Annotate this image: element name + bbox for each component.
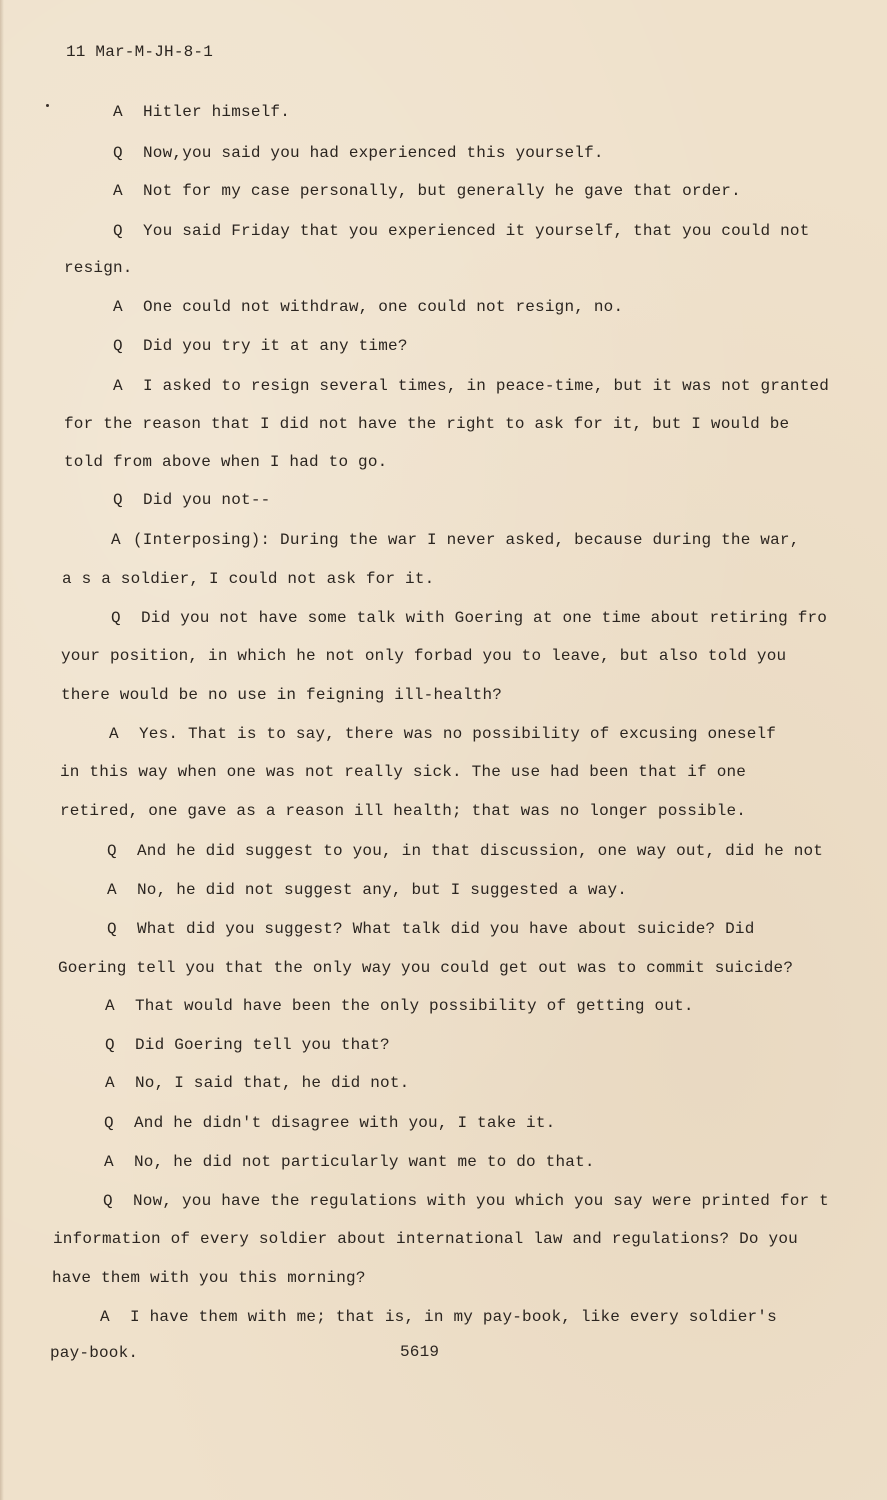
line-text: Goering tell you that the only way you could get out was to commit suicide? (58, 959, 794, 977)
line-text: information of every soldier about international law and regulations? Do you (53, 1230, 798, 1248)
line-text: Hitler himself. (143, 103, 291, 121)
line-text: What did you suggest? What talk did you have about suicide? Did (137, 920, 755, 938)
line-text: retired, one gave as a reason ill health; that was no longer possible. (60, 802, 747, 820)
transcript-line (62, 569, 434, 589)
transcript-line (61, 685, 502, 705)
stray-mark (46, 104, 49, 107)
line-text: there would be no use in feigning ill-health? (61, 686, 503, 704)
speaker-label: A (113, 298, 123, 316)
page-number: 5619 (400, 1343, 440, 1361)
transcript-line (113, 181, 741, 201)
line-text: a s a soldier, I could not ask for it. (62, 570, 435, 588)
transcript-line (113, 143, 604, 163)
line-text: No, he did not particularly want me to do that. (134, 1153, 595, 1171)
line-text: And he did suggest to you, in that discussion, one way out, did he not (137, 842, 824, 860)
line-text: One could not withdraw, one could not resign, no. (143, 298, 624, 316)
speaker-label: A (105, 1074, 115, 1092)
transcript-line (105, 1073, 409, 1093)
speaker-label: A (100, 1308, 110, 1326)
transcript-line (50, 1343, 138, 1363)
speaker-label: A (113, 377, 123, 395)
transcript-line (109, 724, 776, 744)
line-text: No, he did not suggest any, but I suggested a way. (137, 881, 628, 899)
speaker-label: Q (107, 842, 117, 860)
line-text: Did Goering tell you that? (135, 1036, 390, 1054)
speaker-label: A (105, 997, 115, 1015)
speaker-label: A (107, 881, 117, 899)
transcript-line (104, 1113, 555, 1133)
line-text: your position, in which he not only forbad you to leave, but also told you (61, 647, 787, 665)
transcript-line (111, 530, 800, 550)
speaker-label: Q (105, 1036, 115, 1054)
transcript-line (64, 414, 789, 434)
line-text: I asked to resign several times, in peace-time, but it was not granted (143, 377, 830, 395)
line-text: Did you not-- (143, 491, 271, 509)
line-text: No, I said that, he did not. (135, 1074, 410, 1092)
page-edge-shadow (0, 0, 4, 1500)
speaker-label: Q (113, 337, 123, 355)
line-text: for the reason that I did not have the right to ask for it, but I would be (64, 415, 790, 433)
transcript-line (103, 1191, 829, 1211)
line-text: And he didn't disagree with you, I take it. (134, 1114, 556, 1132)
speaker-label: Q (113, 222, 123, 240)
transcript-line (60, 762, 746, 782)
line-text: That would have been the only possibility of getting out. (135, 997, 694, 1015)
speaker-label: A (113, 182, 123, 200)
speaker-label: Q (107, 920, 117, 938)
speaker-label: A (111, 531, 121, 549)
transcript-line (107, 880, 627, 900)
transcript-line (107, 841, 823, 861)
transcript-line (64, 258, 133, 278)
speaker-label: Q (104, 1114, 114, 1132)
line-text: Now, you have the regulations with you which you say were printed for t (133, 1192, 829, 1210)
transcript-line (61, 646, 786, 666)
speaker-label: A (109, 725, 119, 743)
transcript-line (104, 1152, 595, 1172)
transcript-line (60, 801, 746, 821)
line-text: Not for my case personally, but generally he gave that order. (143, 182, 741, 200)
transcript-line (100, 1307, 777, 1327)
transcript-line (64, 452, 387, 472)
transcript-line (113, 221, 810, 241)
speaker-label: A (113, 103, 123, 121)
speaker-label: Q (111, 609, 121, 627)
transcript-line (107, 919, 755, 939)
document-header: 11 Mar-M-JH-8-1 (66, 43, 214, 61)
transcript-line (52, 1268, 366, 1288)
transcript-line (113, 336, 408, 356)
transcript-line (111, 608, 827, 628)
line-text: Yes. That is to say, there was no possibility of excusing oneself (139, 725, 777, 743)
line-text: in this way when one was not really sick. The use had been that if one (60, 763, 747, 781)
transcript-line (113, 490, 270, 510)
transcript-line (113, 102, 290, 122)
speaker-label: A (104, 1153, 114, 1171)
transcript-line (53, 1229, 798, 1249)
speaker-label: Q (103, 1192, 113, 1210)
line-text: told from above when I had to go. (64, 453, 388, 471)
transcript-line (58, 958, 793, 978)
speaker-label: Q (113, 491, 123, 509)
speaker-label: Q (113, 144, 123, 162)
line-text: Did you try it at any time? (143, 337, 408, 355)
transcript-line (113, 376, 829, 396)
transcript-line (105, 1035, 390, 1055)
line-text: You said Friday that you experienced it yourself, that you could not (143, 222, 810, 240)
line-text: have them with you this morning? (52, 1269, 366, 1287)
line-text: (Interposing): During the war I never asked, because during the war, (133, 531, 800, 549)
line-text: pay-book. (50, 1344, 139, 1362)
transcript-line (105, 996, 694, 1016)
line-text: resign. (64, 259, 133, 277)
transcript-line (113, 297, 623, 317)
line-text: Did you not have some talk with Goering at one time about retiring fro (141, 609, 828, 627)
line-text: Now,you said you had experienced this yourself. (143, 144, 604, 162)
line-text: I have them with me; that is, in my pay-book, like every soldier's (130, 1308, 777, 1326)
